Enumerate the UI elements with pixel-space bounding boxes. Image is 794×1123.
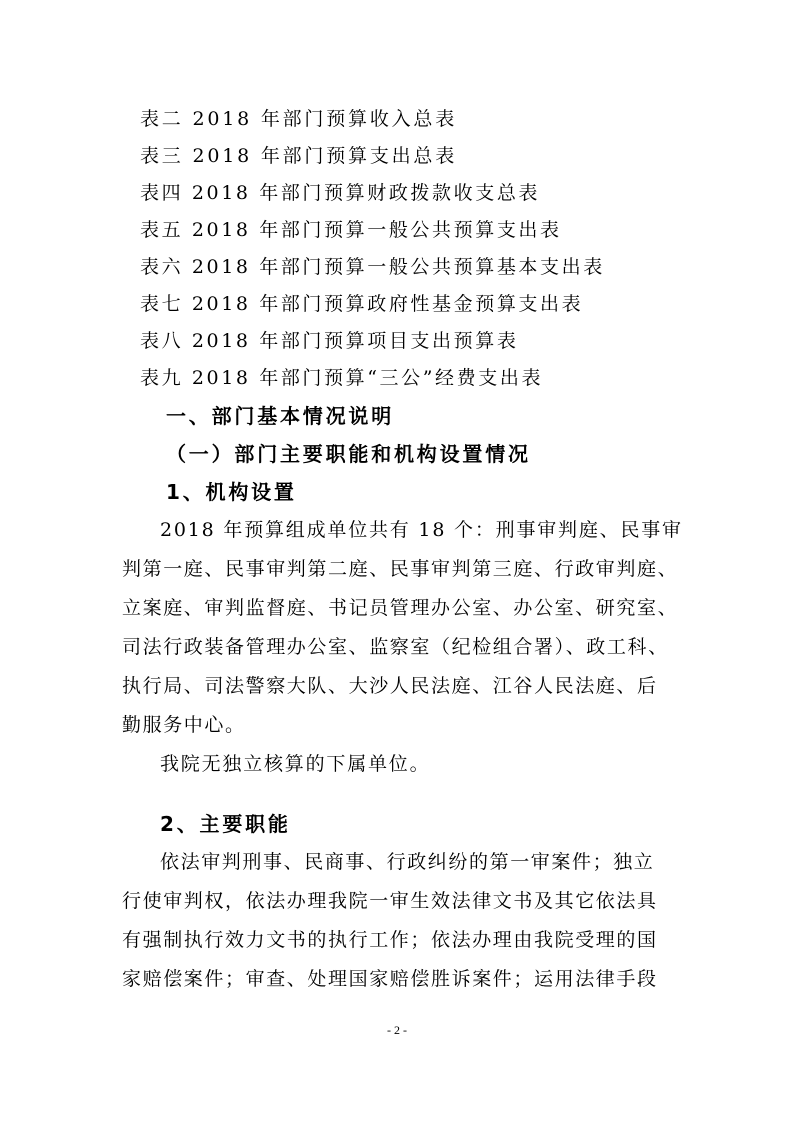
paragraph-note: 我院无独立核算的下属单位。 <box>160 753 431 775</box>
paragraph-line: 勤服务中心。 <box>122 714 246 736</box>
item-title-organization: 1、机构设置 <box>166 480 297 504</box>
subsection-title: （一）部门主要职能和机构设置情况 <box>166 442 531 466</box>
paragraph-line: 有强制执行效力文书的执行工作；依法办理由我院受理的国 <box>122 929 658 951</box>
section-title: 一、部门基本情况说明 <box>166 404 394 428</box>
paragraph-line: 家赔偿案件；审查、处理国家赔偿胜诉案件；运用法律手段 <box>122 968 658 990</box>
paragraph-line: 2018 年预算组成单位共有 18 个：刑事审判庭、民事审 <box>160 519 683 541</box>
page-number: - 2 - <box>387 1023 407 1037</box>
toc-item-table9: 表九 2018 年部门预算“三公”经费支出表 <box>140 367 544 389</box>
paragraph-line: 立案庭、审判监督庭、书记员管理办公室、办公室、研究室、 <box>122 597 679 619</box>
toc-item-table5: 表五 2018 年部门预算一般公共预算支出表 <box>140 219 562 241</box>
paragraph-line: 司法行政装备管理办公室、监察室（纪检组合署）、政工科、 <box>122 636 669 658</box>
toc-item-table3: 表三 2018 年部门预算支出总表 <box>140 145 458 167</box>
paragraph-line: 行使审判权，依法办理我院一审生效法律文书及其它依法具 <box>122 890 658 912</box>
toc-item-table4: 表四 2018 年部门预算财政拨款收支总表 <box>140 182 541 204</box>
paragraph-line: 执行局、司法警察大队、大沙人民法庭、江谷人民法庭、后 <box>122 675 658 697</box>
toc-item-table8: 表八 2018 年部门预算项目支出预算表 <box>140 330 519 352</box>
item-title-functions: 2、主要职能 <box>160 812 291 836</box>
toc-item-table6: 表六 2018 年部门预算一般公共预算基本支出表 <box>140 256 605 278</box>
toc-item-table7: 表七 2018 年部门预算政府性基金预算支出表 <box>140 293 584 315</box>
paragraph-line: 判第一庭、民事审判第二庭、民事审判第三庭、行政审判庭、 <box>122 558 679 580</box>
paragraph-line: 依法审判刑事、民商事、行政纠纷的第一审案件；独立 <box>160 851 655 873</box>
toc-item-table2: 表二 2018 年部门预算收入总表 <box>140 108 458 130</box>
